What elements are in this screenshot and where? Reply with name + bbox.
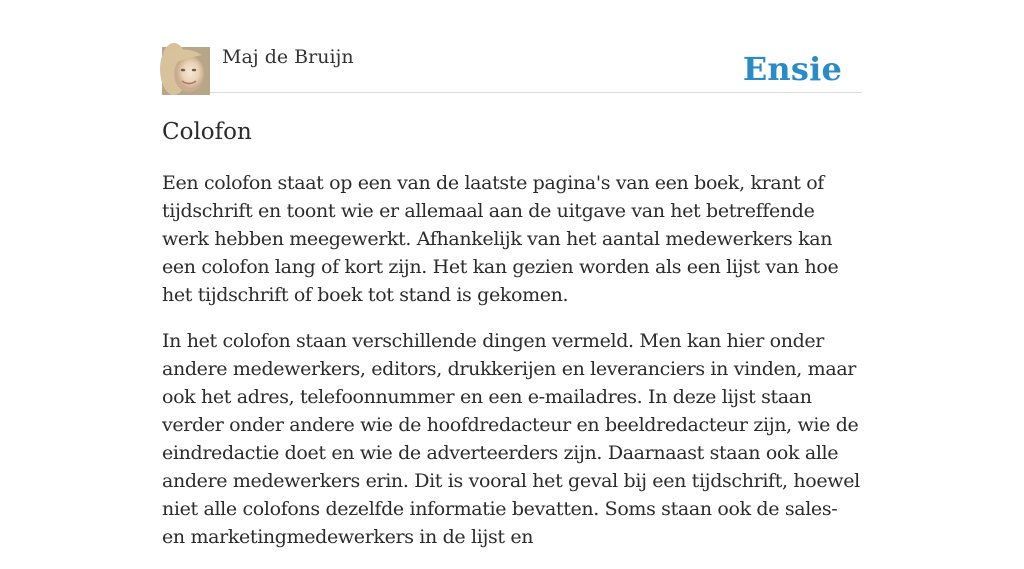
author-name[interactable]: Maj de Bruijn (222, 46, 354, 68)
ensie-logo[interactable]: Ensie (742, 50, 842, 88)
avatar-photo-icon (162, 47, 210, 95)
article-title: Colofon (162, 119, 252, 145)
article-container (162, 0, 862, 569)
article-paragraph-2: In het colofon staan verschillende dingen vermeld. Men kan hier onder andere medewerkers, editors, drukkerijen en leveranciers in vinden, maar ook het adres, telefoonnummer en een e-mailadres. In deze lijst staan verder onder andere wie de hoofdredacteur en beeldredacteur zijn, wie de eindredactie doet en wie de adverteerders zijn. Daarnaast staan ook alle andere medewerkers erin. Dit is vooral het geval bij een tijdschrift, hoewel niet alle colofons dezelfde informatie bevatten. Soms staan ook de sales- en marketingmedewerkers in de lijst en (162, 330, 860, 548)
author-avatar[interactable] (162, 47, 210, 95)
article-body (162, 169, 862, 551)
article-header (162, 0, 862, 93)
article-paragraph-1: Een colofon staat op een van de laatste pagina's van een boek, krant of tijdschrift en toont wie er allemaal aan de uitgave van het betreffende werk hebben meegewerkt. Afhankelijk van het aantal medewerkers kan een colofon lang of kort zijn. Het kan gezien worden als een lijst van hoe het tijdschrift of boek tot stand is gekomen. (162, 172, 839, 306)
